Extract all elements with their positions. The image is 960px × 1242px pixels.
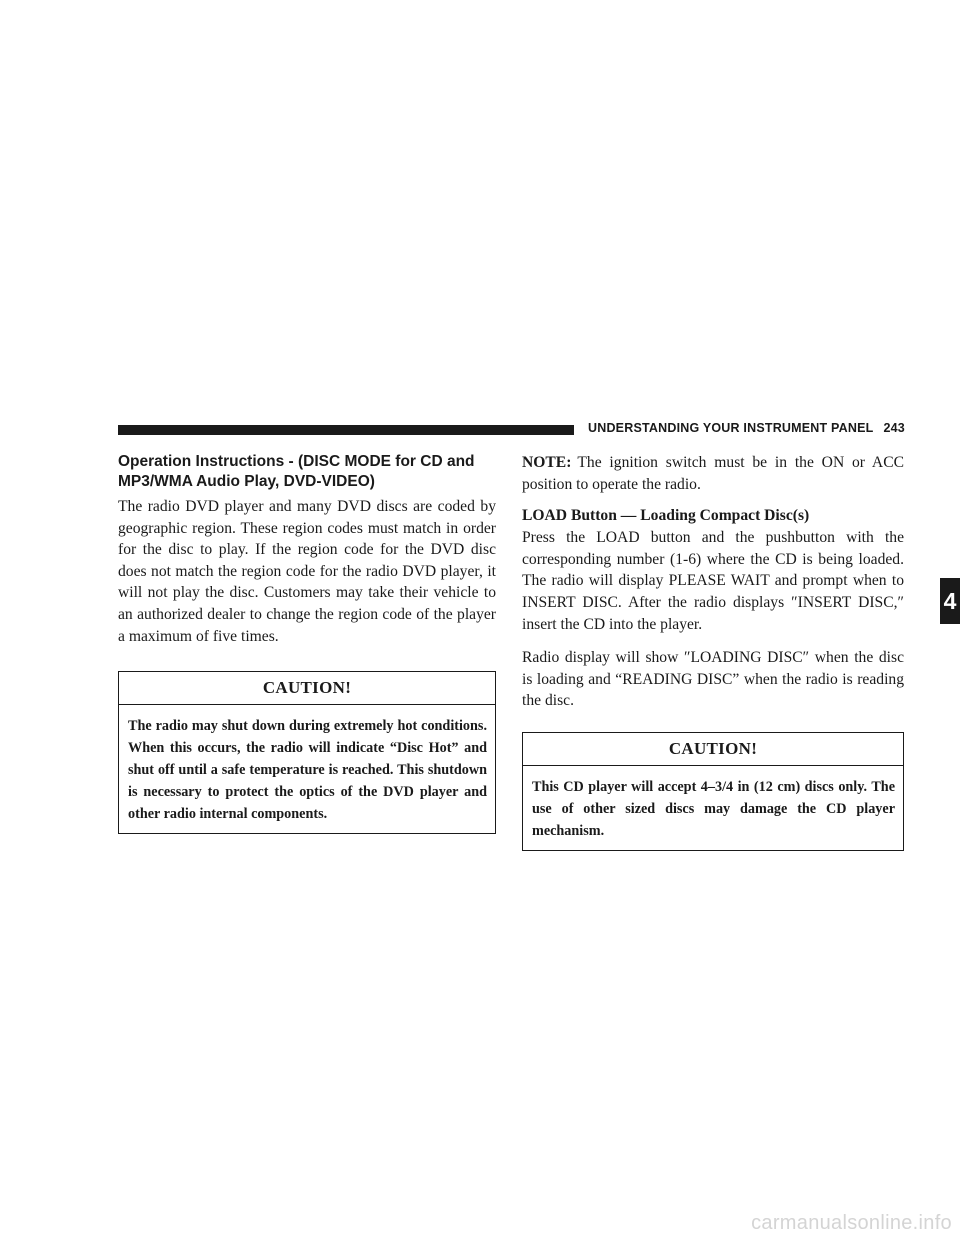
watermark: carmanualsonline.info [751, 1212, 952, 1234]
caution-box-heat [118, 671, 496, 834]
chapter-tab: 4 [940, 578, 960, 624]
caution-box-disc-size [522, 732, 904, 851]
note-text: The ignition switch must be in the ON or ACC position to operate the radio. [522, 454, 904, 493]
caution-title: CAUTION! [523, 733, 903, 766]
caution-text: This CD player will accept 4–3/4 in (12 cm) discs only. The use of other sized discs may damage the CD player mechanism. [532, 778, 895, 839]
left-column [118, 452, 496, 834]
caution-text: The radio may shut down during extremely hot conditions. When this occurs, the radio will indicate “Disc Hot” and shut off until a safe temperature is reached. This shutdown is necessary to protect the optics of the DVD player and other radio internal components. [128, 718, 487, 823]
load-paragraph: Press the LOAD button and the pushbutton with the corresponding number (1-6) where the CD is being loaded. The radio will display PLEASE WAIT and prompt when to INSERT DISC. After the radio displays ″INSERT DISC,″ insert the CD into the player. [522, 529, 904, 633]
note-paragraph [522, 452, 904, 495]
header-rule [118, 425, 574, 435]
running-header [588, 421, 905, 435]
right-column [522, 452, 904, 851]
page-number: 243 [883, 421, 905, 435]
load-button-subheading: LOAD Button — Loading Compact Disc(s) [522, 507, 810, 525]
header-title: UNDERSTANDING YOUR INSTRUMENT PANEL [588, 421, 874, 435]
loading-display-paragraph: Radio display will show ″LOADING DISC″ when the disc is loading and “READING DISC” when the radio is reading the disc. [522, 649, 904, 710]
note-label: NOTE: [522, 454, 572, 471]
caution-title: CAUTION! [119, 672, 495, 705]
region-code-paragraph: The radio DVD player and many DVD discs are coded by geographic region. These region codes must match in order for the disc to play. If the region code for the DVD disc does not match the region code for the radio DVD player, it will not play the disc. Customers may take their vehicle to an authorized dealer to change the region code of the player a maximum of five times. [118, 498, 496, 645]
section-heading: Operation Instructions - (DISC MODE for CD and MP3/WMA Audio Play, DVD-VIDEO) [118, 453, 475, 490]
